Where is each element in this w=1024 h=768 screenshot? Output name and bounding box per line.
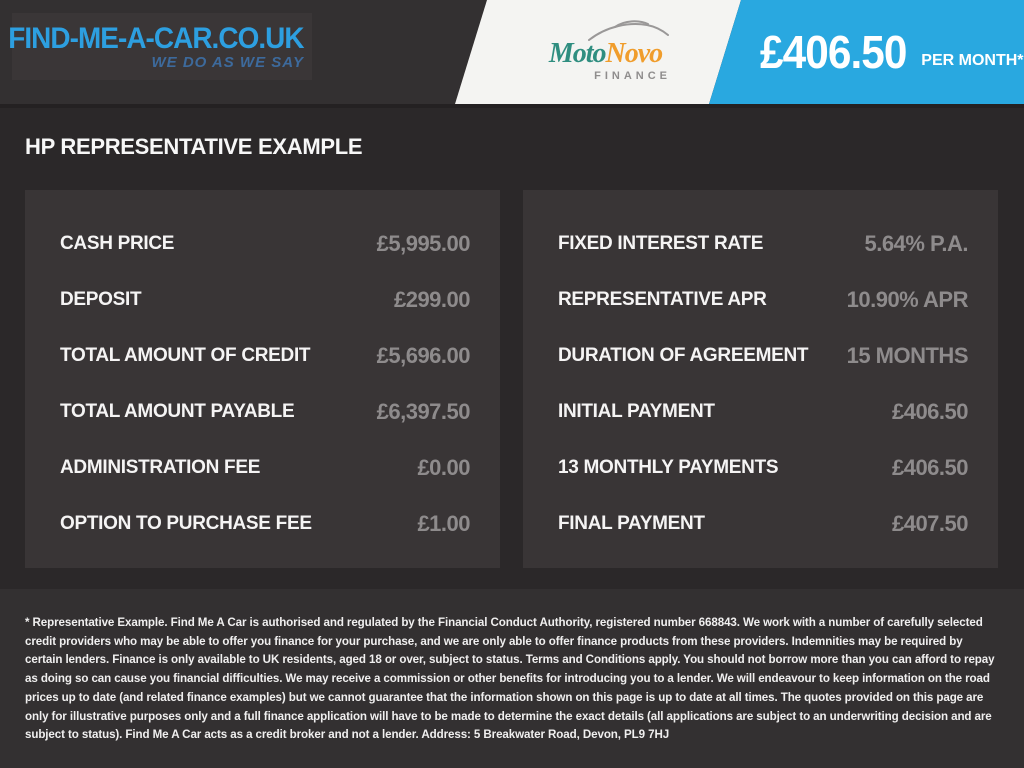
finance-panel-left — [25, 190, 500, 568]
row-duration-of-agreement — [558, 328, 968, 384]
finance-panel-right — [523, 190, 998, 568]
row-total-amount-of-credit — [60, 328, 470, 384]
row-label: 13 MONTHLY PAYMENTS — [558, 457, 779, 478]
row-value: £406.50 — [891, 455, 968, 480]
row-fixed-interest-rate — [558, 216, 968, 272]
row-label: REPRESENTATIVE APR — [558, 289, 767, 310]
row-value: £1.00 — [417, 511, 470, 536]
lender-logo-word2: Novo — [605, 38, 663, 69]
row-label: TOTAL AMOUNT OF CREDIT — [60, 345, 311, 366]
row-total-amount-payable — [60, 384, 470, 440]
row-cash-price — [60, 216, 470, 272]
main-content — [0, 108, 1024, 589]
row-initial-payment — [558, 384, 968, 440]
monthly-price-period: PER MONTH* — [921, 52, 1024, 69]
row-monthly-payments — [558, 440, 968, 496]
row-value: £407.50 — [891, 511, 968, 536]
footer — [0, 589, 1024, 768]
row-label: DEPOSIT — [60, 289, 142, 310]
monthly-price-amount: £406.50 — [760, 26, 907, 78]
site-logo-tagline: WE DO AS WE SAY — [151, 53, 304, 71]
site-logo-title: FIND-ME-A-CAR.CO.UK — [8, 21, 304, 55]
row-value: £406.50 — [891, 399, 968, 424]
header-bar — [0, 0, 1024, 108]
row-value: 5.64% P.A. — [864, 231, 968, 256]
row-value: £6,397.50 — [376, 399, 470, 424]
row-label: TOTAL AMOUNT PAYABLE — [60, 401, 295, 422]
row-label: DURATION OF AGREEMENT — [558, 345, 809, 366]
row-label: ADMINISTRATION FEE — [60, 457, 261, 478]
lender-logo-name — [538, 40, 673, 68]
lender-logo-subtitle: FINANCE — [594, 70, 671, 82]
row-value: £5,995.00 — [376, 231, 470, 256]
row-value: 15 MONTHS — [846, 343, 968, 368]
lender-logo-word1: Moto — [548, 38, 606, 69]
page-title: HP REPRESENTATIVE EXAMPLE — [25, 134, 363, 159]
row-label: INITIAL PAYMENT — [558, 401, 715, 422]
row-value: £5,696.00 — [376, 343, 470, 368]
site-logo — [8, 13, 312, 80]
row-value: 10.90% APR — [846, 287, 968, 312]
row-value: £0.00 — [417, 455, 470, 480]
row-administration-fee — [60, 440, 470, 496]
row-deposit — [60, 272, 470, 328]
row-option-to-purchase-fee — [60, 496, 470, 552]
row-label: OPTION TO PURCHASE FEE — [60, 513, 312, 534]
row-label: FIXED INTEREST RATE — [558, 233, 764, 254]
disclaimer-text: * Representative Example. Find Me A Car is authorised and regulated by the Financial Conduct Authority, registered number 668843. We work with a number of carefully selected credit providers who may be able to offer you finance for your purchase, and we are only able to offer finance products from these providers. Indemnities may be required by certain lenders. Finance is only available to UK residents, aged 18 or over, subject to status. Terms and Conditions apply. You should not borrow more than you can afford to repay as doing so can cause you financial difficulties. We may receive a commission or other benefits for introducing you to a lender. We will endeavour to keep information on the road prices up to date (and related finance examples) but we cannot guarantee that the information shown on this page is up to date at all times. The quotes provided on this page are only for illustrative purposes only and a full finance application will have to be made to determine the exact details (all applications are subject to an underwriting decision and are subject to status). Find Me A Car acts as a credit broker and not a lender. Address: 5 Breakwater Road, Devon, PL9 7HJ — [25, 616, 995, 742]
row-representative-apr — [558, 272, 968, 328]
row-label: FINAL PAYMENT — [558, 513, 705, 534]
row-final-payment — [558, 496, 968, 552]
row-label: CASH PRICE — [60, 233, 175, 254]
lender-logo — [538, 24, 673, 82]
monthly-price-banner — [760, 0, 1024, 104]
row-value: £299.00 — [393, 287, 470, 312]
